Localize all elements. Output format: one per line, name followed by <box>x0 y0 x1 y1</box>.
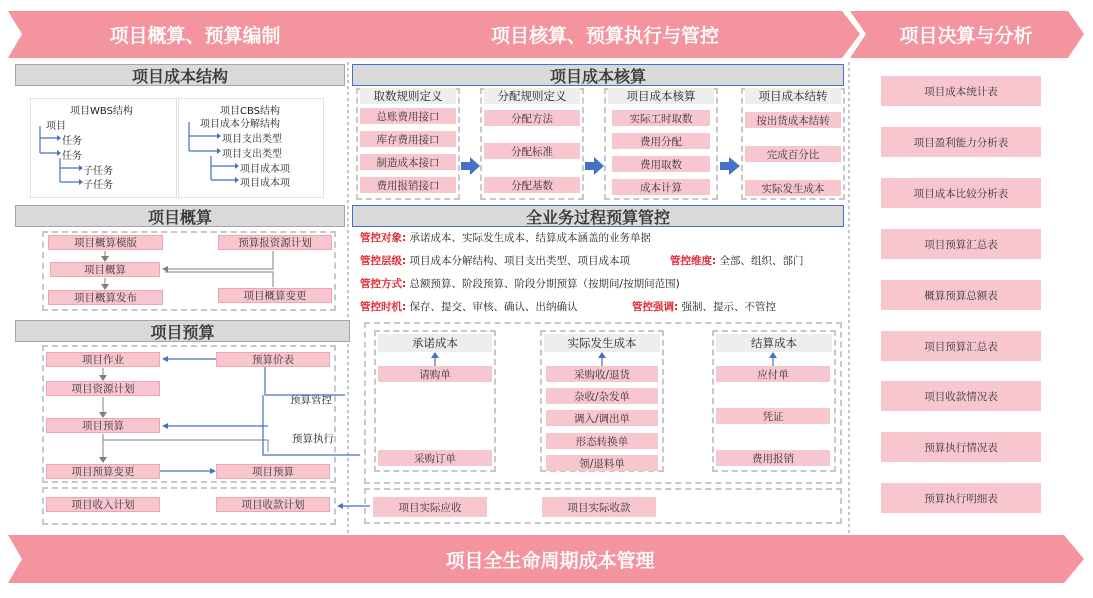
process-control-header: 全业务过程预算管控 <box>352 205 844 227</box>
calc-hours-box: 实际工时取数 <box>612 110 710 126</box>
income-plan-box: 项目收入计划 <box>46 497 160 512</box>
settled-expense-box: 费用报销 <box>716 450 830 466</box>
control-object-label: 管控对象: <box>360 232 407 244</box>
phase2-title: 项目核算、预算执行与管控 <box>490 25 719 47</box>
control-dimension-text: 全部、组织、部门 <box>719 255 804 267</box>
budget-box-2: 项目预算 <box>216 464 330 479</box>
wbs-node-task-1: 任务 <box>62 136 82 147</box>
budget-header: 项目预算 <box>15 320 350 342</box>
report-budget-summary: 项目预算汇总表 <box>881 229 1041 259</box>
committed-title: 承诺成本 <box>378 334 492 352</box>
cbs-node-type-2: 项目支出类型 <box>222 149 282 160</box>
phase1-title: 项目概算、预算编制 <box>109 25 281 47</box>
carry-shipment-box: 按出货成本结转 <box>745 112 841 128</box>
estimate-template-box: 项目概算模版 <box>48 235 163 250</box>
wbs-title: 项目WBS结构 <box>70 106 133 117</box>
alloc-standard-box: 分配标准 <box>484 143 580 159</box>
cbs-node-item-2: 项目成本项 <box>240 178 290 189</box>
cbs-node-item-1: 项目成本项 <box>240 164 290 175</box>
calc-alloc-box: 费用分配 <box>612 133 710 149</box>
actual-purchase-box: 采购收/退货 <box>546 366 658 382</box>
cost-accounting-header: 项目成本核算 <box>352 64 844 86</box>
budget-resource-plan-box: 项目资源计划 <box>46 381 160 396</box>
report-cost-compare: 项目成本比较分析表 <box>881 178 1041 208</box>
wbs-node-subtask-1: 子任务 <box>83 166 113 177</box>
control-method-text: 总额预算、阶段预算、阶段分期预算（按期间/按期间范围) <box>409 278 680 290</box>
report-budget-execution-detail: 预算执行明细表 <box>881 483 1041 513</box>
receipt-plan-box: 项目收款计划 <box>216 497 330 512</box>
fetch-inventory-box: 库存费用接口 <box>360 131 456 147</box>
fetch-gl-box: 总账费用接口 <box>360 108 456 124</box>
actual-misc-box: 杂收/杂发单 <box>546 388 658 404</box>
carry-percent-box: 完成百分比 <box>745 146 841 162</box>
budget-box: 项目预算 <box>46 418 160 433</box>
budget-control-label: 预算管控 <box>290 394 332 406</box>
fetch-expense-box: 费用报销接口 <box>360 177 456 193</box>
budget-change-box: 项目预算变更 <box>46 464 160 479</box>
actual-conversion-box: 形态转换单 <box>546 433 658 449</box>
alloc-base-box: 分配基数 <box>484 177 580 193</box>
actual-title: 实际发生成本 <box>544 334 660 352</box>
wbs-node-task-2: 任务 <box>62 151 82 162</box>
estimate-box: 项目概算 <box>50 262 160 277</box>
report-estimate-budget-total: 概算预算总额表 <box>881 280 1041 310</box>
actual-received-box: 项目实际收款 <box>542 497 656 517</box>
control-level-label: 管控层级: <box>360 255 407 267</box>
estimate-change-box: 项目概算变更 <box>218 288 332 303</box>
calc-cost-box: 成本计算 <box>612 179 710 195</box>
budget-price-box: 预算价表 <box>216 352 330 367</box>
actual-receivable-box: 项目实际应收 <box>373 497 487 517</box>
control-dimension-label: 管控维度: <box>670 255 717 267</box>
report-budget-execution: 预算执行情况表 <box>881 432 1041 462</box>
calc-fetch-box: 费用取数 <box>612 156 710 172</box>
actual-material-box: 领/退料单 <box>546 455 658 471</box>
control-timing-text: 保存、提交、审核、确认、出纳确认 <box>409 301 578 313</box>
estimate-header: 项目概算 <box>15 205 345 227</box>
control-emphasis-label: 管控强调: <box>632 301 679 313</box>
phase3-title: 项目决算与分析 <box>899 25 1033 47</box>
estimate-publish-box: 项目概算发布 <box>48 290 163 305</box>
report-budget-summary-2: 项目预算汇总表 <box>881 331 1041 361</box>
report-profitability: 项目盈利能力分析表 <box>881 127 1041 157</box>
carry-actual-box: 实际发生成本 <box>745 180 841 196</box>
budget-execute-label: 预算执行 <box>292 433 334 445</box>
settled-title: 结算成本 <box>716 334 832 352</box>
settled-payable-box: 应付单 <box>716 366 830 382</box>
group-fetch-rules-title: 取数规则定义 <box>360 88 456 104</box>
cbs-node-root: 项目成本分解结构 <box>200 119 280 130</box>
group-alloc-rules-title: 分配规则定义 <box>484 88 580 104</box>
control-level-text: 项目成本分解结构、项目支出类型、项目成本项 <box>409 255 631 267</box>
actual-transfer-box: 调入/调出单 <box>546 410 658 426</box>
committed-po-box: 采购订单 <box>378 450 492 466</box>
group-cost-calc-title: 项目成本核算 <box>608 88 714 104</box>
control-object-text: 承诺成本、实际发生成本、结算成本涵盖的业务单据 <box>409 232 652 244</box>
group-carry-forward-title: 项目成本结转 <box>745 88 841 104</box>
wbs-node-project: 项目 <box>46 121 66 132</box>
estimate-resource-plan-box: 预算报资源计划 <box>218 235 332 250</box>
report-cost-stats: 项目成本统计表 <box>881 76 1041 106</box>
cbs-title: 项目CBS结构 <box>220 106 281 117</box>
wbs-node-subtask-2: 子任务 <box>83 180 113 191</box>
committed-requisition-box: 请购单 <box>378 366 492 382</box>
budget-work-box: 项目作业 <box>46 352 160 367</box>
bottom-title: 项目全生命周期成本管理 <box>445 549 655 572</box>
control-method-label: 管控方式: <box>360 278 407 290</box>
control-timing-label: 管控时机: <box>360 301 407 313</box>
alloc-method-box: 分配方法 <box>484 110 580 126</box>
settled-voucher-box: 凭证 <box>716 408 830 424</box>
report-receipts: 项目收款情况表 <box>881 381 1041 411</box>
cbs-node-type-1: 项目支出类型 <box>222 134 282 145</box>
control-emphasis-text: 强制、提示、不管控 <box>681 301 777 313</box>
fetch-manufacture-box: 制造成本接口 <box>360 154 456 170</box>
cost-structure-header: 项目成本结构 <box>15 64 345 86</box>
